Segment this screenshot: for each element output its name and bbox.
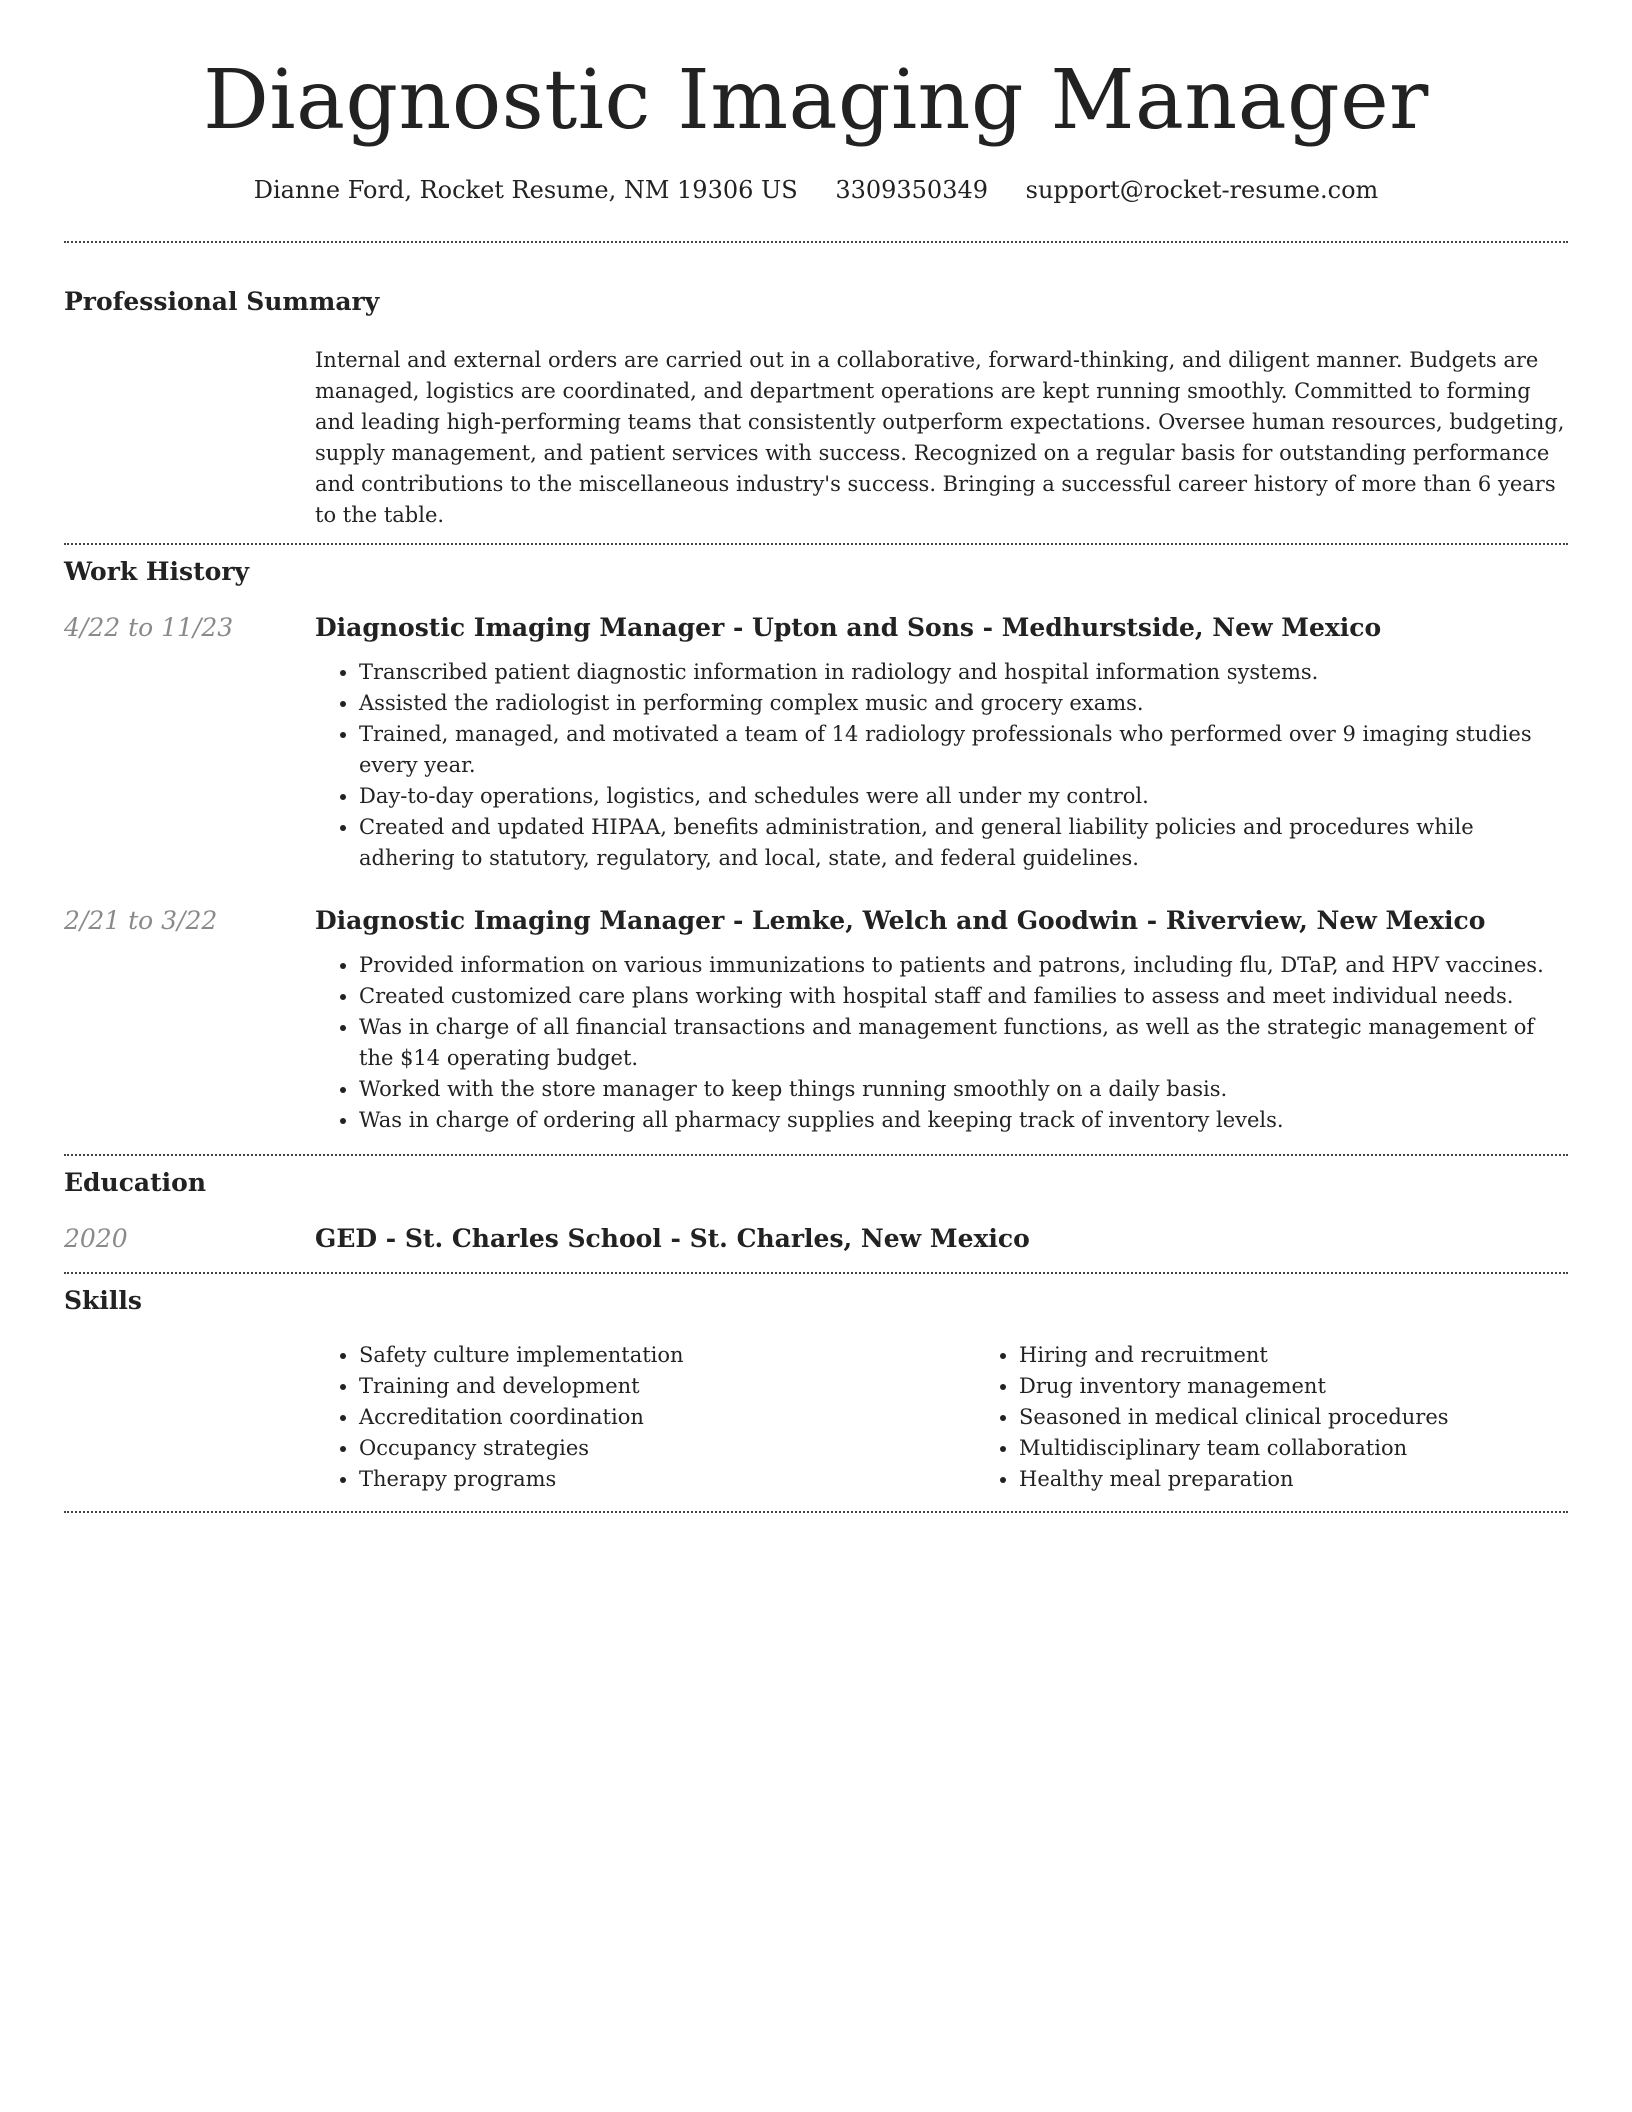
job-bullet: • Transcribed patient diagnostic information in radiology and hospital information systems.	[359, 657, 1568, 688]
skill-item: • Safety culture implementation	[359, 1340, 975, 1371]
job-heading: Diagnostic Imaging Manager - Upton and Sons - Medhurstside, New Mexico	[315, 613, 1382, 643]
skill-item: • Hiring and recruitment	[1019, 1340, 1632, 1371]
job-dates: 2/21 to 3/22	[64, 906, 218, 936]
education-heading: GED - St. Charles School - St. Charles, New Mexico	[315, 1224, 1030, 1254]
job-bullet: • Assisted the radiologist in performing complex music and grocery exams.	[359, 688, 1568, 719]
skills-section	[64, 1286, 1568, 1495]
summary-title: Professional Summary	[64, 287, 380, 317]
resume-name: Diagnostic Imaging Manager	[203, 53, 1429, 148]
skill-item: • Multidisciplinary team collaboration	[1019, 1433, 1632, 1464]
job-bullet: • Created customized care plans working with hospital staff and families to assess and meet individual needs.	[359, 981, 1568, 1012]
skill-item: • Seasoned in medical clinical procedures	[1019, 1402, 1632, 1433]
skills-spacer	[64, 1340, 315, 1495]
skill-item: • Healthy meal preparation	[1019, 1464, 1632, 1495]
education-year: 2020	[64, 1224, 128, 1254]
divider-work	[64, 1154, 1568, 1156]
job-dates: 4/22 to 11/23	[64, 613, 234, 643]
job-bullet: • Was in charge of all financial transactions and management functions, as well as the strategic management of the $14 operating budget.	[359, 1012, 1568, 1074]
skill-item: • Accreditation coordination	[359, 1402, 975, 1433]
job-bullet: • Trained, managed, and motivated a team of 14 radiology professionals who performed over 9 imaging studies every year.	[359, 719, 1568, 781]
job-bullet: • Worked with the store manager to keep things running smoothly on a daily basis.	[359, 1074, 1568, 1105]
skill-item: • Drug inventory management	[1019, 1371, 1632, 1402]
job-bullet: • Day-to-day operations, logistics, and schedules were all under my control.	[359, 781, 1568, 812]
divider-education	[64, 1272, 1568, 1274]
skill-item: • Occupancy strategies	[359, 1433, 975, 1464]
job-bullet: • Was in charge of ordering all pharmacy supplies and keeping track of inventory levels.	[359, 1105, 1568, 1136]
skill-item: • Training and development	[359, 1371, 975, 1402]
job-bullets	[315, 657, 1568, 874]
job-entry	[64, 906, 1568, 1136]
summary-text: Internal and external orders are carried out in a collaborative, forward-thinking, and diligent manner. Budgets are managed, logistics are coordinated, and department operations are kept running smoothly. Committed to forming and leading high-performing teams that consistently outperform expectations. Oversee human resources, budgeting, supply management, and patient services with success. Recognized on a regular basis for outstanding performance and contributions to the miscellaneous industry's success. Bringing a successful career history of more than 6 years to the table.	[315, 348, 1565, 528]
job-bullet: • Created and updated HIPAA, benefits administration, and general liability policies and procedures while adhering to statutory, regulatory, and local, state, and federal guidelines.	[359, 812, 1568, 874]
job-bullet: • Provided information on various immunizations to patients and patrons, including flu, DTaP, and HPV vaccines.	[359, 950, 1568, 981]
contact-email: support@rocket-resume.com	[1025, 176, 1379, 205]
divider-summary	[64, 543, 1568, 545]
skills-list-left	[315, 1340, 975, 1495]
divider-header	[64, 241, 1568, 243]
work-title: Work History	[64, 557, 250, 587]
contact-line	[64, 176, 1568, 205]
contact-phone: 3309350349	[835, 176, 989, 205]
summary-section	[64, 287, 1568, 531]
contact-address: Dianne Ford, Rocket Resume, NM 19306 US	[253, 176, 798, 205]
divider-skills	[64, 1511, 1568, 1513]
education-title: Education	[64, 1168, 207, 1198]
education-entry	[64, 1224, 1568, 1254]
education-section	[64, 1168, 1568, 1254]
work-section	[64, 557, 1568, 1136]
skills-list-right	[975, 1340, 1632, 1495]
job-bullets	[315, 950, 1568, 1136]
summary-spacer	[64, 345, 315, 531]
skill-item: • Therapy programs	[359, 1464, 975, 1495]
skills-title: Skills	[64, 1286, 142, 1316]
job-heading: Diagnostic Imaging Manager - Lemke, Welch and Goodwin - Riverview, New Mexico	[315, 906, 1486, 936]
job-entry	[64, 613, 1568, 874]
